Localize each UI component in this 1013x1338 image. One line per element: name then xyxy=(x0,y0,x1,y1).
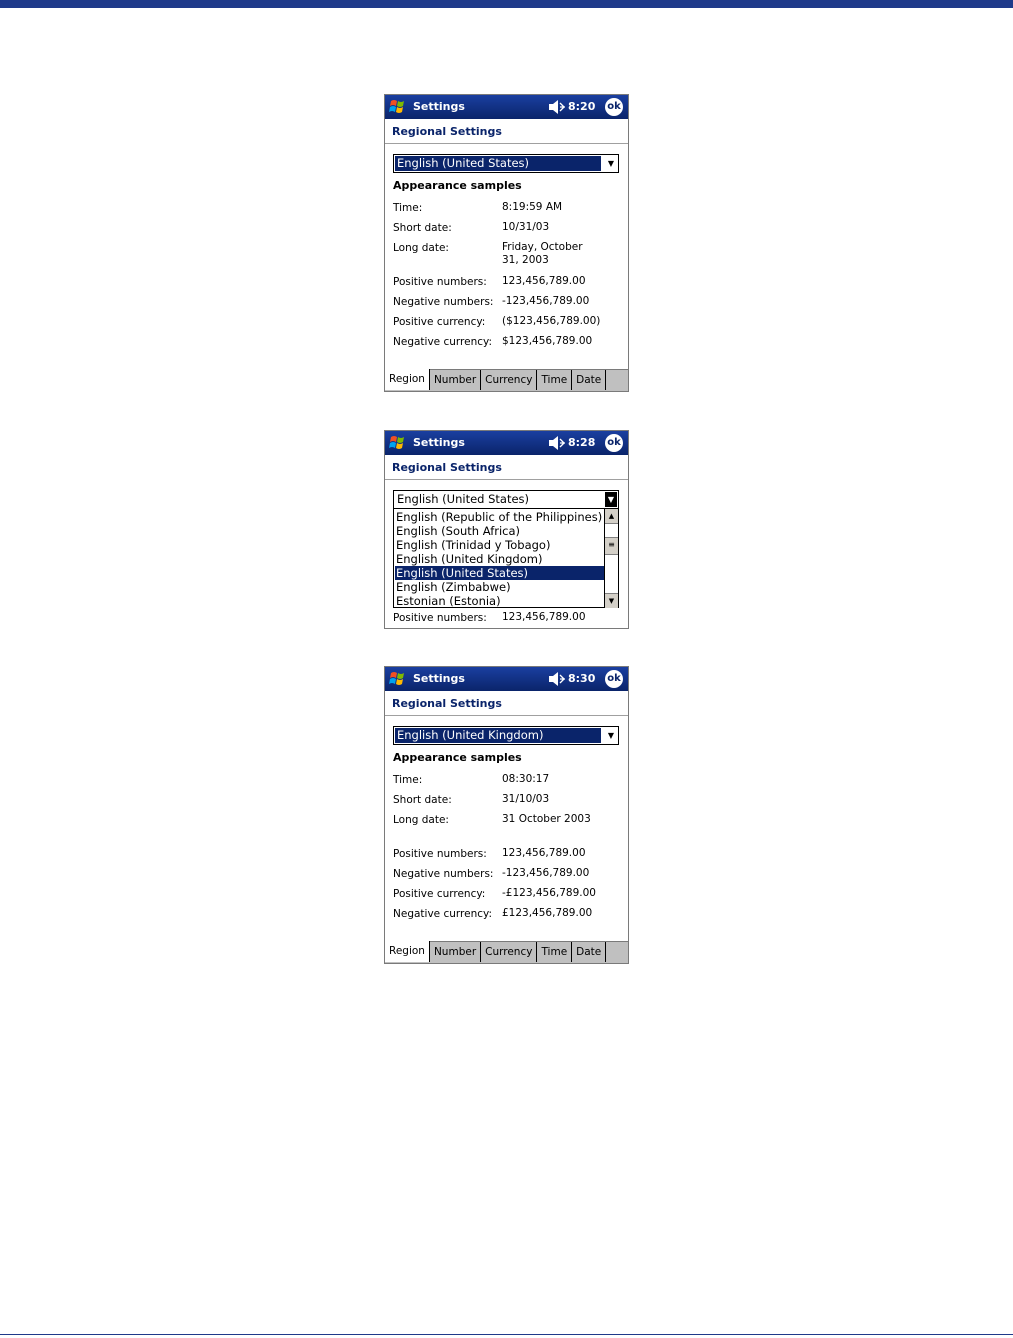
tab-bar xyxy=(385,369,628,391)
tab-date[interactable]: Date xyxy=(572,942,606,962)
section-title: Regional Settings xyxy=(392,125,502,138)
row-value-time: 8:19:59 AM xyxy=(502,201,563,213)
list-item[interactable]: English (United Kingdom) xyxy=(396,552,543,566)
tab-currency[interactable]: Currency xyxy=(481,942,537,962)
tab-date[interactable]: Date xyxy=(572,370,606,390)
section-header xyxy=(385,455,628,480)
chevron-down-icon[interactable]: ▼ xyxy=(605,492,617,507)
chevron-down-icon[interactable]: ▼ xyxy=(607,731,615,740)
row-value-positive-numbers: 123,456,789.00 xyxy=(502,847,586,859)
list-item-selected[interactable]: English (United States) xyxy=(395,566,605,580)
speaker-muted-icon[interactable] xyxy=(548,99,566,115)
row-label-short-date: Short date: xyxy=(393,794,452,806)
row-label-short-date: Short date: xyxy=(393,222,452,234)
row-label-long-date: Long date: xyxy=(393,814,449,826)
row-label-negative-numbers: Negative numbers: xyxy=(393,868,494,880)
ok-button[interactable]: ok xyxy=(605,434,623,452)
list-item[interactable]: English (Zimbabwe) xyxy=(396,580,511,594)
windows-flag-icon[interactable] xyxy=(388,97,408,117)
section-title: Regional Settings xyxy=(392,697,502,710)
ok-button[interactable]: ok xyxy=(605,98,623,116)
tab-number[interactable]: Number xyxy=(430,370,481,390)
row-label-positive-numbers: Positive numbers: xyxy=(393,612,487,624)
samples-title: Appearance samples xyxy=(393,751,522,764)
page-top-rule xyxy=(0,0,1013,8)
section-title: Regional Settings xyxy=(392,461,502,474)
dropdown-selected-value: English (United States) xyxy=(397,492,530,506)
row-label-positive-currency: Positive currency: xyxy=(393,888,486,900)
row-value-negative-numbers: -123,456,789.00 xyxy=(502,867,590,879)
row-value-negative-numbers: -123,456,789.00 xyxy=(502,295,590,307)
row-label-negative-numbers: Negative numbers: xyxy=(393,296,494,308)
row-value-positive-currency: -£123,456,789.00 xyxy=(502,887,596,899)
list-item[interactable]: English (South Africa) xyxy=(396,524,521,538)
scroll-down-arrow-icon[interactable]: ▼ xyxy=(605,593,618,608)
tab-bar xyxy=(385,941,628,963)
tab-time[interactable]: Time xyxy=(537,942,572,962)
list-item[interactable]: Estonian (Estonia) xyxy=(396,594,501,608)
screenshot-region-us xyxy=(384,94,629,392)
region-dropdown[interactable] xyxy=(393,154,619,173)
tab-number[interactable]: Number xyxy=(430,942,481,962)
row-value-long-date: 31 October 2003 xyxy=(502,813,591,825)
section-header xyxy=(385,691,628,716)
title-bar xyxy=(385,667,628,691)
scroll-up-arrow-icon[interactable]: ▲ xyxy=(605,509,618,524)
windows-flag-icon[interactable] xyxy=(388,433,408,453)
screenshot-region-uk xyxy=(384,666,629,964)
scroll-thumb[interactable]: ≡ xyxy=(605,537,618,555)
row-value-long-date: Friday, October 31, 2003 xyxy=(502,241,583,266)
tab-region[interactable]: Region xyxy=(385,369,430,390)
window-title: Settings xyxy=(413,100,465,113)
screenshot-region-dropdown-open xyxy=(384,430,629,629)
row-label-positive-currency: Positive currency: xyxy=(393,316,486,328)
title-bar xyxy=(385,95,628,119)
tab-currency[interactable]: Currency xyxy=(481,370,537,390)
row-label-positive-numbers: Positive numbers: xyxy=(393,276,487,288)
tab-time[interactable]: Time xyxy=(537,370,572,390)
section-header xyxy=(385,119,628,144)
page-bottom-rule xyxy=(0,1334,1013,1335)
ok-button[interactable]: ok xyxy=(605,670,623,688)
row-value-short-date: 31/10/03 xyxy=(502,793,550,805)
samples-title: Appearance samples xyxy=(393,179,522,192)
row-value-positive-numbers: 123,456,789.00 xyxy=(502,611,586,623)
row-label-time: Time: xyxy=(393,202,423,214)
row-value-time: 08:30:17 xyxy=(502,773,550,785)
tab-region[interactable]: Region xyxy=(385,941,430,962)
listbox-scrollbar[interactable] xyxy=(604,509,618,607)
region-dropdown[interactable] xyxy=(393,726,619,745)
title-bar xyxy=(385,431,628,455)
row-label-positive-numbers: Positive numbers: xyxy=(393,848,487,860)
clock-time[interactable]: 8:20 xyxy=(568,100,596,113)
row-label-negative-currency: Negative currency: xyxy=(393,908,492,920)
row-value-negative-currency: £123,456,789.00 xyxy=(502,907,593,919)
row-value-short-date: 10/31/03 xyxy=(502,221,550,233)
row-value-negative-currency: $123,456,789.00 xyxy=(502,335,593,347)
list-item[interactable]: English (Trinidad y Tobago) xyxy=(396,538,551,552)
clock-time[interactable]: 8:30 xyxy=(568,672,596,685)
list-item[interactable]: English (Republic of the Philippines) xyxy=(396,510,603,524)
chevron-down-icon[interactable]: ▼ xyxy=(607,159,615,168)
windows-flag-icon[interactable] xyxy=(388,669,408,689)
dropdown-selected-value: English (United States) xyxy=(395,156,601,171)
dropdown-selected-value: English (United Kingdom) xyxy=(395,728,601,743)
speaker-muted-icon[interactable] xyxy=(548,671,566,687)
speaker-muted-icon[interactable] xyxy=(548,435,566,451)
region-dropdown[interactable] xyxy=(393,490,619,509)
window-title: Settings xyxy=(413,436,465,449)
row-label-time: Time: xyxy=(393,774,423,786)
region-listbox[interactable] xyxy=(393,509,619,608)
clock-time[interactable]: 8:28 xyxy=(568,436,596,449)
row-label-long-date: Long date: xyxy=(393,242,449,254)
window-title: Settings xyxy=(413,672,465,685)
row-value-positive-numbers: 123,456,789.00 xyxy=(502,275,586,287)
row-value-positive-currency: ($123,456,789.00) xyxy=(502,315,601,327)
row-label-negative-currency: Negative currency: xyxy=(393,336,492,348)
